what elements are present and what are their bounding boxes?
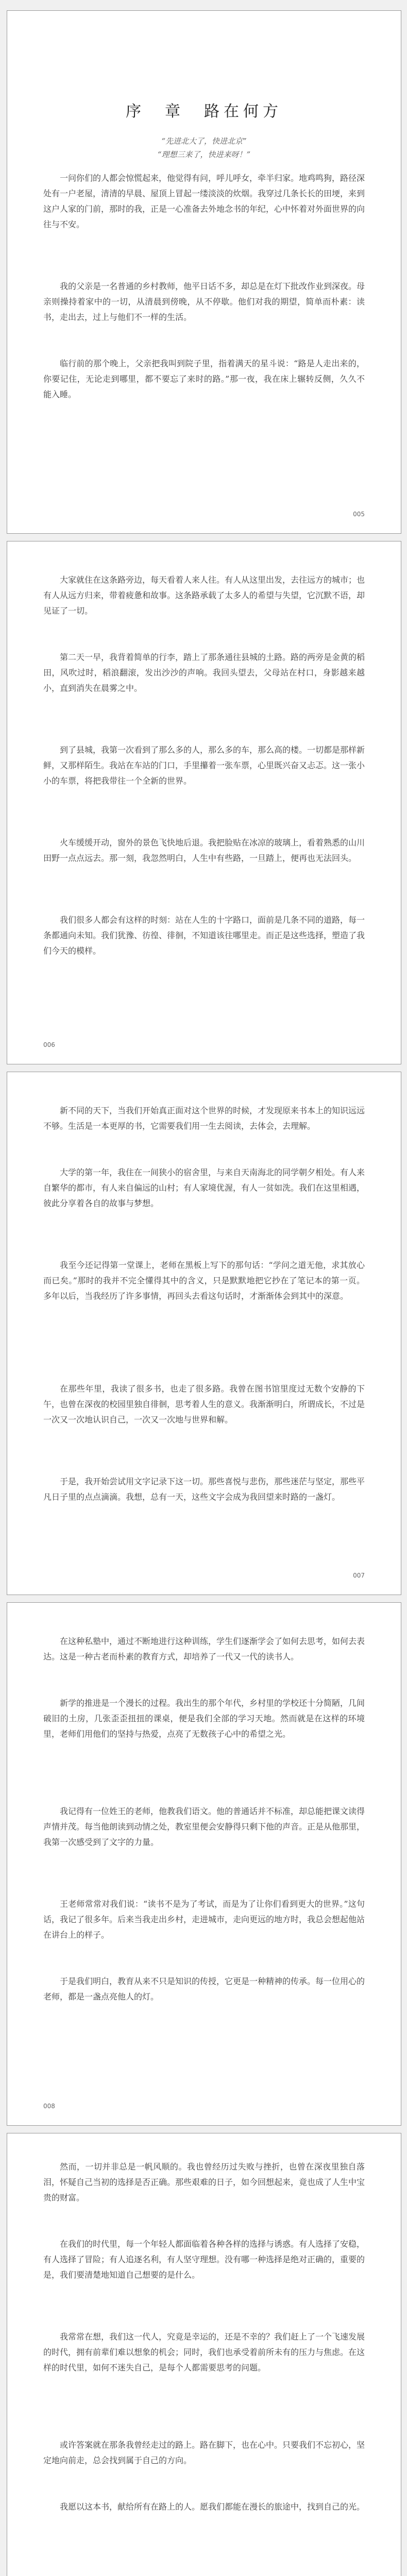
paragraph: 或许答案就在那条我曾经走过的路上。路在脚下，也在心中。只要我们不忘初心，坚定地向前走，总会找到属于自己的方向。 (43, 2440, 365, 2465)
paragraph: 我常常在想，我们这一代人，究竟是幸运的，还是不幸的？我们赶上了一个飞速发展的时代，拥有前辈们难以想象的机会；同时，我们也承受着前所未有的压力与焦虑。在这样的时代里，如何不迷失自己，是每个人都需要思考的问题。 (43, 2332, 365, 2372)
epigraph-line-1: “先进北大了，快进北京” (161, 137, 247, 146)
page-number: 006 (43, 1041, 55, 1048)
paragraph: 我记得有一位姓王的老师，他教我们语文。他的普通话并不标准，却总能把课文读得声情并茂。每当他朗读到动情之处，教室里便会安静得只剩下他的声音。正是从他那里，我第一次感受到了文字的力量。 (43, 1806, 365, 1847)
page-number: 007 (353, 1572, 365, 1579)
chapter-title: 序 章 路在何方 (126, 103, 282, 121)
paragraph: 在我们的时代里，每一个年轻人都面临着各种各样的选择与诱惑。有人选择了安稳，有人选择了冒险；有人追逐名利，有人坚守理想。没有哪一种选择是绝对正确的，重要的是，我们要清楚地知道自己想要的是什么。 (43, 2239, 365, 2280)
paragraph: 临行前的那个晚上，父亲把我叫到院子里，指着满天的星斗说：“路是人走出来的，你要记住，无论走到哪里，都不要忘了来时的路。”那一夜，我在床上辗转反侧，久久不能入睡。 (43, 359, 365, 399)
paragraph: 火车缓缓开动，窗外的景色飞快地后退。我把脸贴在冰凉的玻璃上，看着熟悉的山川田野一点点远去。那一刻，我忽然明白，人生中有些路，一旦踏上，便再也无法回头。 (43, 838, 365, 863)
book-page-1 (7, 10, 401, 534)
paragraph: 然而，一切并非总是一帆风顺的。我也曾经历过失败与挫折，也曾在深夜里独自落泪，怀疑自己当初的选择是否正确。那些艰难的日子，如今回想起来，竟也成了人生中宝贵的财富。 (43, 2162, 365, 2202)
page-number: 005 (353, 511, 365, 518)
paragraph: 王老师常常对我们说：“读书不是为了考试，而是为了让你们看到更大的世界。”这句话，我记了很多年。后来当我走出乡村，走进城市，走向更远的地方时，我总会想起他站在讲台上的样子。 (43, 1899, 365, 1940)
paragraph: 在这种私塾中，通过不断地进行这种训练，学生们逐渐学会了如何去思考，如何去表达。这是一种古老而朴素的教育方式，却培养了一代又一代的读书人。 (43, 1636, 365, 1662)
paragraph: 我们很多人都会有这样的时刻：站在人生的十字路口，面前是几条不同的道路，每一条都通向未知。我们犹豫、彷徨、徘徊，不知道该往哪里走。而正是这些选择，塑造了我们今天的模样。 (43, 915, 365, 956)
paragraph: 大学的第一年，我住在一间狭小的宿舍里，与来自天南海北的同学朝夕相处。有人来自繁华的都市，有人来自偏远的山村；有人家境优渥，有人一贫如洗。我们在这里相遇，彼此分享着各自的故事与梦想。 (43, 1167, 365, 1208)
book-page-5 (7, 2133, 401, 2576)
book-page-2 (7, 541, 401, 1064)
epigraph-line-2: “理想三来了，快进来呀！” (157, 150, 251, 159)
paragraph: 新不同的天下，当我们开始真正面对这个世界的时候，才发现原来书本上的知识远远不够。生活是一本更厚的书，它需要我们用一生去阅读，去体会，去理解。 (43, 1106, 365, 1131)
paragraph: 在那些年里，我读了很多书，也走了很多路。我曾在图书馆里度过无数个安静的下午，也曾在深夜的校园里独自徘徊，思考着人生的意义。我渐渐明白，所谓成长，不过是一次又一次地认识自己，一次又一次地与世界和解。 (43, 1384, 365, 1425)
paragraph: 大家就住在这条路旁边，每天看着人来人往。有人从这里出发，去往远方的城市；也有人从远方归来，带着疲惫和故事。这条路承载了太多人的希望与失望，它沉默不语，却见证了一切。 (43, 575, 365, 616)
paragraph: 新学的推进是一个漫长的过程。我出生的那个年代，乡村里的学校还十分简陋，几间破旧的土房，几张歪歪扭扭的课桌，便是我们全部的学习天地。然而就是在这样的环境里，老师们用他们的坚持与热爱，点亮了无数孩子心中的希望之光。 (43, 1698, 365, 1739)
paragraph: 到了县城，我第一次看到了那么多的人，那么多的车，那么高的楼。一切都是那样新鲜，又那样陌生。我站在车站的门口，手里攥着一张车票，心里既兴奋又忐忑。这一张小小的车票，将把我带往一个全新的世界。 (43, 745, 365, 786)
paragraph: 我的父亲是一名普通的乡村教师，他平日话不多，却总是在灯下批改作业到深夜。母亲则操持着家中的一切，从清晨到傍晚，从不停歇。他们对我的期望，简单而朴素：读书，走出去，过上与他们不一样的生活。 (43, 281, 365, 322)
book-page-3 (7, 1072, 401, 1595)
paragraph: 第二天一早，我背着简单的行李，踏上了那条通往县城的土路。路的两旁是金黄的稻田，风吹过时，稻浪翻滚，发出沙沙的声响。我回头望去，父母站在村口，身影越来越小，直到消失在晨雾之中。 (43, 652, 365, 693)
paragraph: 一问你们的人都会惊慌起来，他觉得有问，呼儿呼女，牵半归家。地鸡鸣狗，路径深处有一户老屋，清清的早晨、屋顶上冒起一缕淡淡的炊烟。我穿过几条长长的田埂，来到这户人家的门前，那时的我，正是一心准备去外地念书的年纪，心中怀着对外面世界的向往与不安。 (43, 173, 365, 229)
paragraph: 于是我们明白，教育从来不只是知识的传授，它更是一种精神的传承。每一位用心的老师，都是一盏点亮他人的灯。 (43, 1976, 365, 2002)
book-page-4 (7, 1602, 401, 2126)
paragraph: 我愿以这本书，献给所有在路上的人。愿我们都能在漫长的旅途中，找到自己的光。 (60, 2502, 365, 2512)
paragraph: 我至今还记得第一堂课上，老师在黑板上写下的那句话：“学问之道无他，求其放心而已矣。”那时的我并不完全懂得其中的含义，只是默默地把它抄在了笔记本的第一页。多年以后，当我经历了许多事情，再回头去看这句话时，才渐渐体会到其中的深意。 (43, 1260, 365, 1301)
paragraph: 于是，我开始尝试用文字记录下这一切。那些喜悦与悲伤，那些迷茫与坚定，那些平凡日子里的点点滴滴。我想，总有一天，这些文字会成为我回望来时路的一盏灯。 (43, 1477, 365, 1502)
page-number: 008 (43, 2103, 55, 2110)
